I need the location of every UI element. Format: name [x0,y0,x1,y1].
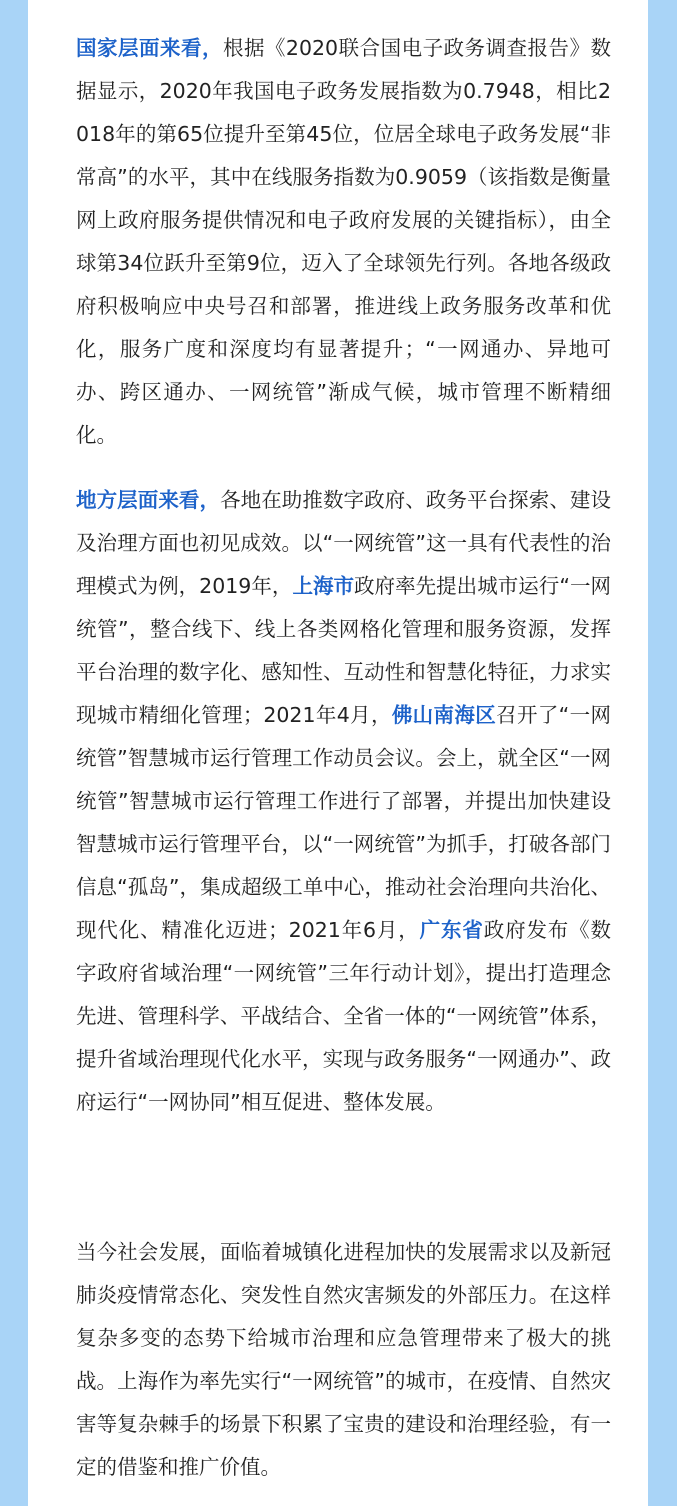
paragraph-text: 各地在助推数字政府、政务平台探索、建设及治理方面也初见成效。以“一网统管”这一具有代表性的治理模式为例，2019年， [76,488,612,598]
highlight-shanghai: 上海市 [292,574,355,598]
paragraph-current-society [76,1231,611,1489]
paragraph-text: 当今社会发展，面临着城镇化进程加快的发展需求以及新冠肺炎疫情常态化、突发性自然灾害频发的外部压力。在这样复杂多变的态势下给城市治理和应急管理带来了极大的挑战。上海作为率先实行“一网统管”的城市，在疫情、自然灾害等复杂棘手的场景下积累了宝贵的建设和治理经验，有一定的借鉴和推广价值。 [76,1240,611,1479]
article-page [28,0,648,1506]
heading-local-level: 地方层面来看， [76,488,221,512]
paragraph-text: 根据《2020联合国电子政务调查报告》数据显示，2020年我国电子政务发展指数为0.7948，相比2018年的第65位提升至第45位，位居全球电子政务发展“非常高”的水平，其中在线服务指数为0.9059（该指数是衡量网上政府服务提供情况和电子政府发展的关键指标），由全球第34位跃升至第9位，迈入了全球领先行列。各地各级政府积极响应中央号召和部署，推进线上政务服务改革和优化，服务广度和深度均有显著提升；“一网通办、异地可办、跨区通办、一网统管”渐成气候，城市管理不断精细化。 [76,36,612,447]
highlight-foshan-nanhai: 佛山南海区 [391,703,497,727]
paragraph-text: 政府率先提出城市运行“一网统管”，整合线下、线上各类网格化管理和服务资源，发挥平台治理的数字化、感知性、互动性和智慧化特征，力求实现城市精细化管理；2021年4月， [76,574,612,727]
paragraph-local-level [76,479,611,1124]
paragraph-text: 召开了“一网统管”智慧城市运行管理工作动员会议。会上，就全区“一网统管”智慧城市运行管理工作进行了部署，并提出加快建设智慧城市运行管理平台，以“一网统管”为抓手，打破各部门信息“孤岛”，集成超级工单中心，推动社会治理向共治化、现代化、精准化迈进；2021年6月， [76,703,612,942]
paragraph-text: 政府发布《数字政府省域治理“一网统管”三年行动计划》，提出打造理念先进、管理科学、平战结合、全省一体的“一网统管”体系，提升省域治理现代化水平，实现与政务服务“一网通办”、政府运行“一网协同”相互促进、整体发展。 [76,918,612,1114]
paragraph-national-level [76,27,611,457]
heading-national-level: 国家层面来看， [76,36,223,60]
highlight-guangdong: 广东省 [419,918,484,942]
